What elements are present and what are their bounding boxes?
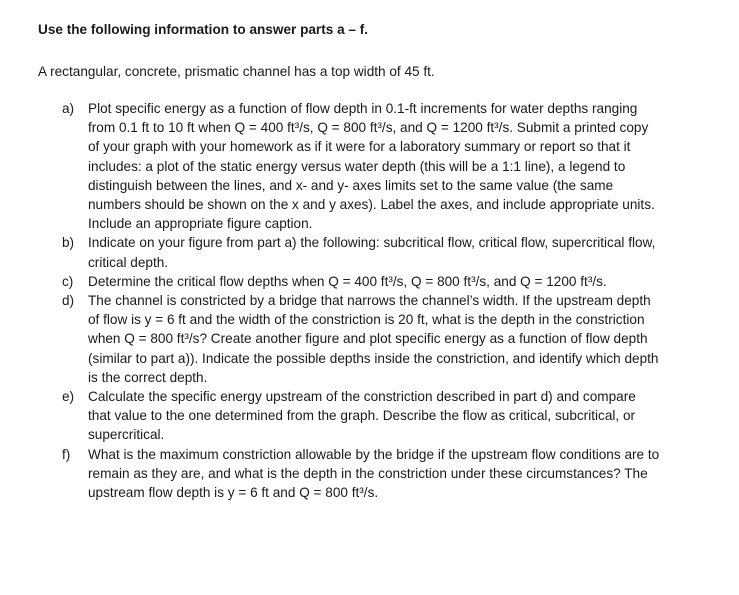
part-c	[62, 272, 662, 291]
part-marker: e)	[62, 389, 75, 405]
part-a	[62, 99, 662, 233]
part-marker: b)	[62, 235, 75, 251]
part-f	[62, 445, 662, 503]
part-text: Calculate the specific energy upstream of the constriction described in part d) and compare that value to the one determined from the graph. Describe the flow as critical, subcritical, or supercritical.	[88, 389, 636, 443]
part-text: Determine the critical flow depths when Q = 400 ft³/s, Q = 800 ft³/s, and Q = 1200 ft³/s.	[88, 273, 607, 289]
problem-intro: A rectangular, concrete, prismatic channel has a top width of 45 ft.	[38, 64, 435, 79]
part-marker: f)	[62, 446, 71, 462]
part-text: What is the maximum constriction allowable by the bridge if the upstream flow conditions are to remain as they are, and what is the depth in the constriction under these circumstances? The upstream flow depth is y = 6 ft and Q = 800 ft³/s.	[88, 446, 660, 501]
instructions-heading: Use the following information to answer parts a – f.	[38, 22, 369, 37]
part-b	[62, 233, 662, 271]
question-parts-list	[62, 99, 662, 502]
part-text: The channel is constricted by a bridge that narrows the channel’s width. If the upstream depth of flow is y = 6 ft and the width of the constriction is 20 ft, what is the depth in the constriction when Q = 800 ft³/s? Create another figure and plot specific energy as a function of flow depth (similar to part a)). Indicate the possible depths inside the constriction, and identify which depth is the correct depth.	[88, 293, 659, 385]
part-text: Indicate on your figure from part a) the following: subcritical flow, critical flow, supercritical flow, critical depth.	[88, 235, 656, 270]
part-marker: c)	[62, 273, 74, 289]
part-d	[62, 291, 662, 387]
part-text: Plot specific energy as a function of flow depth in 0.1-ft increments for water depths ranging from 0.1 ft to 10 ft when Q = 400 ft³/s, Q = 800 ft³/s, and Q = 1200 ft³/s. Submit a printed copy of your graph with your homework as if it were for a laboratory summary or report so that it includes: a plot of the static energy versus water depth (this will be a 1:1 line), a legend to distinguish between the lines, and x- and y- axes limits set to the same value (the same numbers should be shown on the x and y axes). Label the axes, and include appropriate units. Include an appropriate figure caption.	[88, 101, 655, 232]
part-e	[62, 387, 662, 445]
part-marker: d)	[62, 293, 75, 309]
part-marker: a)	[62, 101, 75, 116]
